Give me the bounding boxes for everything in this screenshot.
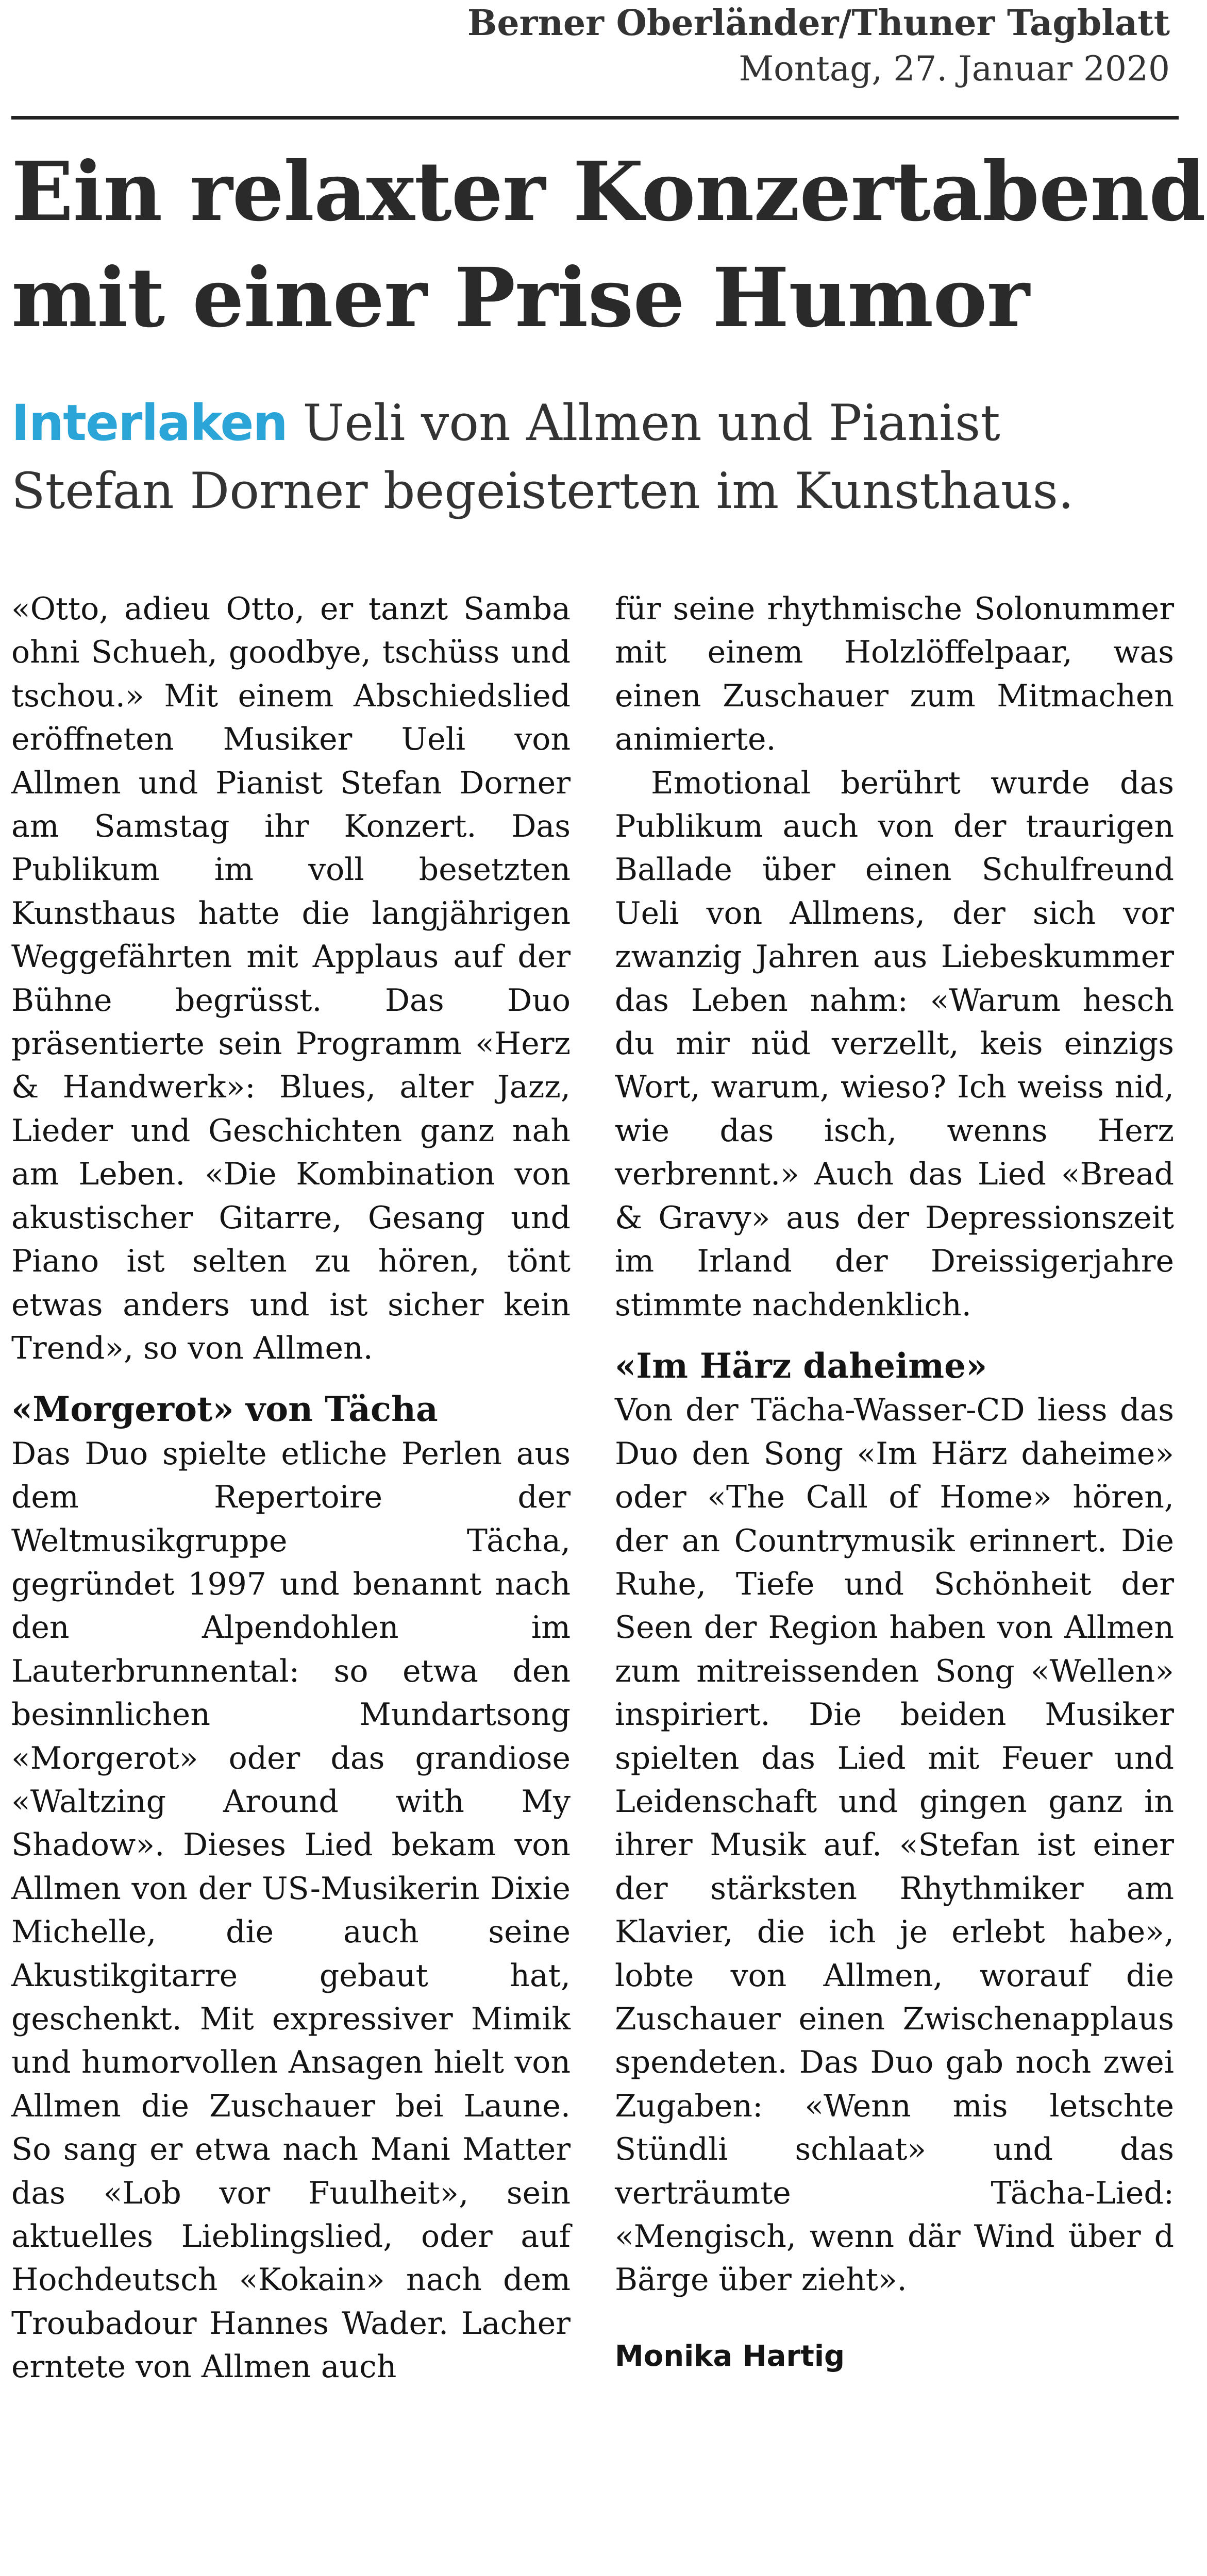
author-byline: Monika Hartig (615, 2339, 845, 2373)
masthead (448, 0, 1170, 92)
subhead-line-2: Stefan Dorner begeisterten im Kunsthaus. (11, 462, 1074, 520)
subheadline (11, 389, 1192, 525)
location-tag: Interlaken (11, 394, 287, 452)
article-column-left (11, 587, 571, 2389)
article-paragraph: «Otto, adieu Otto, er tanzt Samba ohni Schueh, goodbye, tschüss und tschou.» Mit einem Abschiedslied eröffneten Musiker Ueli von Allmen und Pianist Stefan Dorner am Samstag ihr Konzert. Das Publikum im voll besetzten Kunsthaus hatte die langjährigen Weggefährten mit Applaus auf der Bühne begrüsst. Das Duo präsentierte sein Programm «Herz & Handwerk»: Blues, alter Jazz, Lieder und Geschichten ganz nah am Leben. «Die Kombination von akustischer Gitarre, Gesang und Piano ist selten zu hören, tönt etwas anders und ist sicher kein Trend», so von Allmen. (11, 591, 571, 1366)
article-paragraph: für seine rhythmische Solonummer mit einem Holzlöffelpaar, was einen Zuschauer zum Mitmachen animierte. (615, 591, 1174, 758)
masthead-rule (11, 116, 1179, 120)
article-column-right (615, 587, 1174, 2378)
publication-date: Montag, 27. Januar 2020 (739, 49, 1170, 89)
publication-name: Berner Oberländer/Thuner Tagblatt (467, 3, 1170, 44)
crosshead-morgerot: «Morgerot» von Tächa (11, 1389, 438, 1430)
crosshead-im-haerz-daheime: «Im Härz daheime» (615, 1345, 987, 1386)
headline (11, 139, 1205, 351)
subhead-line-1: Ueli von Allmen und Pianist (303, 394, 1000, 452)
headline-line-2: mit einer Prise Humor (11, 250, 1029, 346)
article-paragraph: Von der Tächa-Wasser-CD liess das Duo den Song «Im Härz daheime» oder «The Call of Home» hören, der an Countrymusik erinnert. Die Ruhe, Tiefe und Schönheit der Seen der Region haben von Allmen zum mitreissenden Song «Wellen» inspiriert. Die beiden Musiker spielten das Lied mit Feuer und Leidenschaft und gingen ganz in ihrer Musik auf. «Stefan ist einer der stärksten Rhythmiker am Klavier, die ich je erlebt habe», lobte von Allmen, worauf die Zuschauer einen Zwischenapplaus spendeten. Das Duo gab noch zwei Zugaben: «Wenn mis letschte Stündli schlaat» und das verträumte Tächa-Lied: «Mengisch, wenn där Wind über d Bärge über zieht». (615, 1392, 1174, 2298)
article-paragraph: Emotional berührt wurde das Publikum auch von der traurigen Ballade über einen Schulfreund Ueli von Allmens, der sich vor zwanzig Jahren aus Liebeskummer das Leben nahm: «Warum hesch du mir nüd verzellt, keis einzigs Wort, warum, wieso? Ich weiss nid, wie das isch, wenns Herz verbrennt.» Auch das Lied «Bread & Gravy» aus der Depressionszeit im Irland der Dreissigerjahre stimmte nachdenklich. (615, 765, 1174, 1323)
headline-line-1: Ein relaxter Konzertabend (11, 144, 1205, 240)
article-paragraph: Das Duo spielte etliche Perlen aus dem Repertoire der Weltmusikgruppe Tächa, gegründet 1997 und benannt nach den Alpendohlen im Lauterbrunnental: so etwa den besinnlichen Mundartsong «Morgerot» oder das grandiose «Waltzing Around with My Shadow». Dieses Lied bekam von Allmen von der US-Musikerin Dixie Michelle, die auch seine Akustikgitarre gebaut hat, geschenkt. Mit expressiver Mimik und humorvollen Ansagen hielt von Allmen die Zuschauer bei Laune. So sang er etwa nach Mani Matter das «Lob vor Fuulheit», sein aktuelles Lieblingslied, oder auf Hochdeutsch «Kokain» nach dem Troubadour Hannes Wader. Lacher erntete von Allmen auch (11, 1435, 571, 2385)
